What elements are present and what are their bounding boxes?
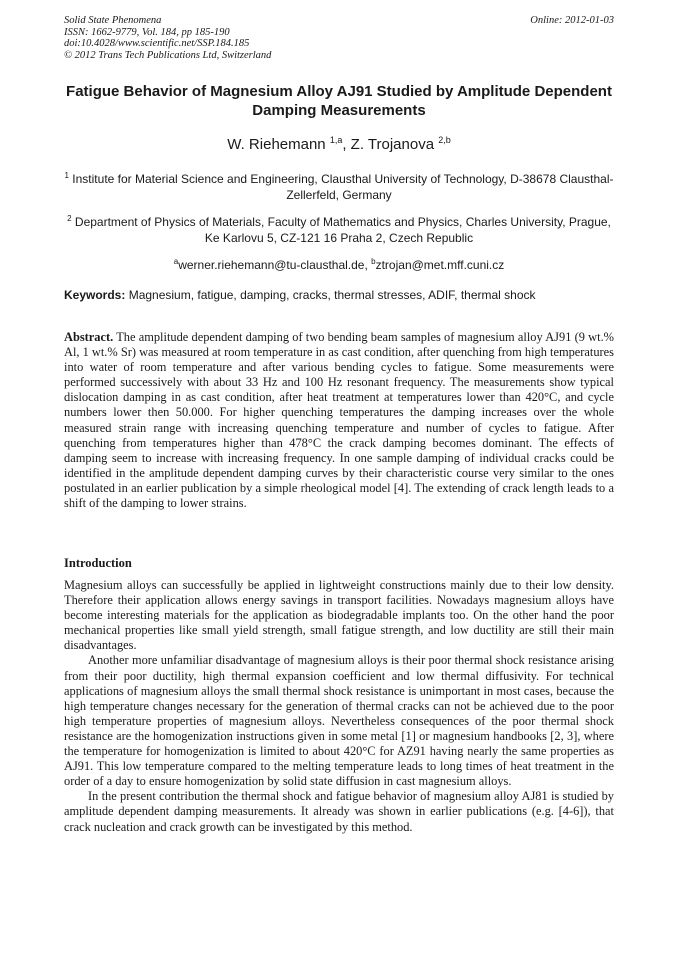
journal-copyright: © 2012 Trans Tech Publications Ltd, Switzerland	[64, 49, 272, 61]
email-a: werner.riehemann@tu-clausthal.de,	[178, 258, 372, 272]
introduction-body	[64, 578, 614, 835]
paper-title: Fatigue Behavior of Magnesium Alloy AJ91 Studied by Amplitude Dependent Damping Measurements	[66, 83, 612, 119]
author-separator: ,	[342, 136, 351, 153]
author-line	[64, 135, 614, 155]
author-emails	[64, 257, 614, 273]
online-date: Online: 2012-01-03	[530, 15, 614, 26]
journal-header	[64, 15, 271, 61]
section-heading-introduction: Introduction	[64, 556, 132, 570]
abstract	[64, 330, 614, 511]
affiliation-1	[64, 171, 614, 203]
affiliation-1-number: 1	[64, 171, 69, 180]
keywords-text: Magnesium, fatigue, damping, cracks, thermal stresses, ADIF, thermal shock	[125, 288, 536, 302]
author-1-sup: 1,a	[329, 135, 343, 145]
affiliation-2	[64, 214, 614, 246]
intro-paragraph-2: Another more unfamiliar disadvantage of magnesium alloys is their poor thermal shock resistance arising from their poor ductility, high thermal expansion coefficient and low thermal diffusivity. For technical applications of magnesium alloys the small thermal shock resistance is unimportant in most cases, because the high temperature changes necessary for the generation of thermal cracks can not be achieved due to the poor high temperature properties of magnesium alloys. Nevertheless consequences of the poor thermal shock resistance are the homogenization instructions given in some metal [1] or magnesium handbooks [2, 3], where the temperature for homogenization is limited to about 420°C for AZ91 having nearly the same properties as AJ91. This low temperature compared to the melting temperature leads to long times of heat treatment in the order of a day to ensure homogenization by solid state diffusion in cast magnesium alloys.	[64, 653, 614, 789]
author-2-sup: 2,b	[438, 135, 451, 145]
author-2-name: Z. Trojanova	[350, 136, 439, 153]
affiliation-2-text: Department of Physics of Materials, Faculty of Mathematics and Physics, Charles University, Prague, Ke Karlovu 5, CZ-121 16 Praha 2, Czech Republic	[74, 215, 611, 245]
journal-doi: doi:10.4028/www.scientific.net/SSP.184.185	[64, 38, 250, 49]
email-a-sup: a	[173, 257, 179, 266]
intro-paragraph-1: Magnesium alloys can successfully be applied in lightweight constructions mainly due to their low density. Therefore their application allows energy savings in transport facilities. Nowadays magnesium alloys have become interesting materials for the application as biodegradable implants too. On the other hand the poor mechanical properties like small yield strength, small fatigue strength, and low ductility are still their main disadvantages.	[64, 578, 614, 653]
intro-paragraph-3: In the present contribution the thermal shock and fatigue behavior of magnesium alloy AJ81 is studied by amplitude dependent damping measurements. It already was shown in earlier publications (e.g. [4-6]), that crack nucleation and crack growth can be investigated by this method.	[64, 789, 614, 834]
affiliation-2-number: 2	[67, 214, 72, 223]
keywords	[64, 287, 616, 303]
author-1-name: W. Riehemann	[227, 136, 330, 153]
journal-name: Solid State Phenomena	[64, 15, 162, 26]
email-b-sup: b	[371, 257, 376, 266]
abstract-label: Abstract.	[64, 330, 114, 344]
email-b: ztrojan@met.mff.cuni.cz	[375, 258, 505, 272]
abstract-text: The amplitude dependent damping of two bending beam samples of magnesium alloy AJ91 (9 wt.% Al, 1 wt.% Sr) was measured at room temperature in as cast condition, after quenching from high temperatures into water of room temperature and after various bending cycles to fatigue. Some measurements were performed successively with about 33 Hz and 100 Hz resonant frequency. The measurements show typical dislocation damping in as cast condition, after heat treatment at temperatures lower than 420°C, and cycle numbers lower then 50.000. For higher quenching temperatures the damping increases over the whole measured strain range with increasing quenching temperature and number of cycles to fatigue. After quenching from temperatures higher than 478°C the crack damping becomes dominant. The effects of damping seem to increase with increasing frequency. In one sample damping of individual cracks could be identified in the amplitude dependent damping curves by their characteristic course very similar to the ones postulated in an earlier publication by a simple rheological model [4]. The extending of crack length leads to a shift of the damping to lower strains.	[64, 330, 614, 511]
affiliation-1-text: Institute for Material Science and Engineering, Clausthal University of Technology, D-38678 Clausthal-Zellerfeld, Germany	[72, 172, 614, 202]
journal-issn: ISSN: 1662-9779, Vol. 184, pp 185-190	[64, 26, 230, 38]
keywords-label: Keywords:	[64, 288, 126, 302]
